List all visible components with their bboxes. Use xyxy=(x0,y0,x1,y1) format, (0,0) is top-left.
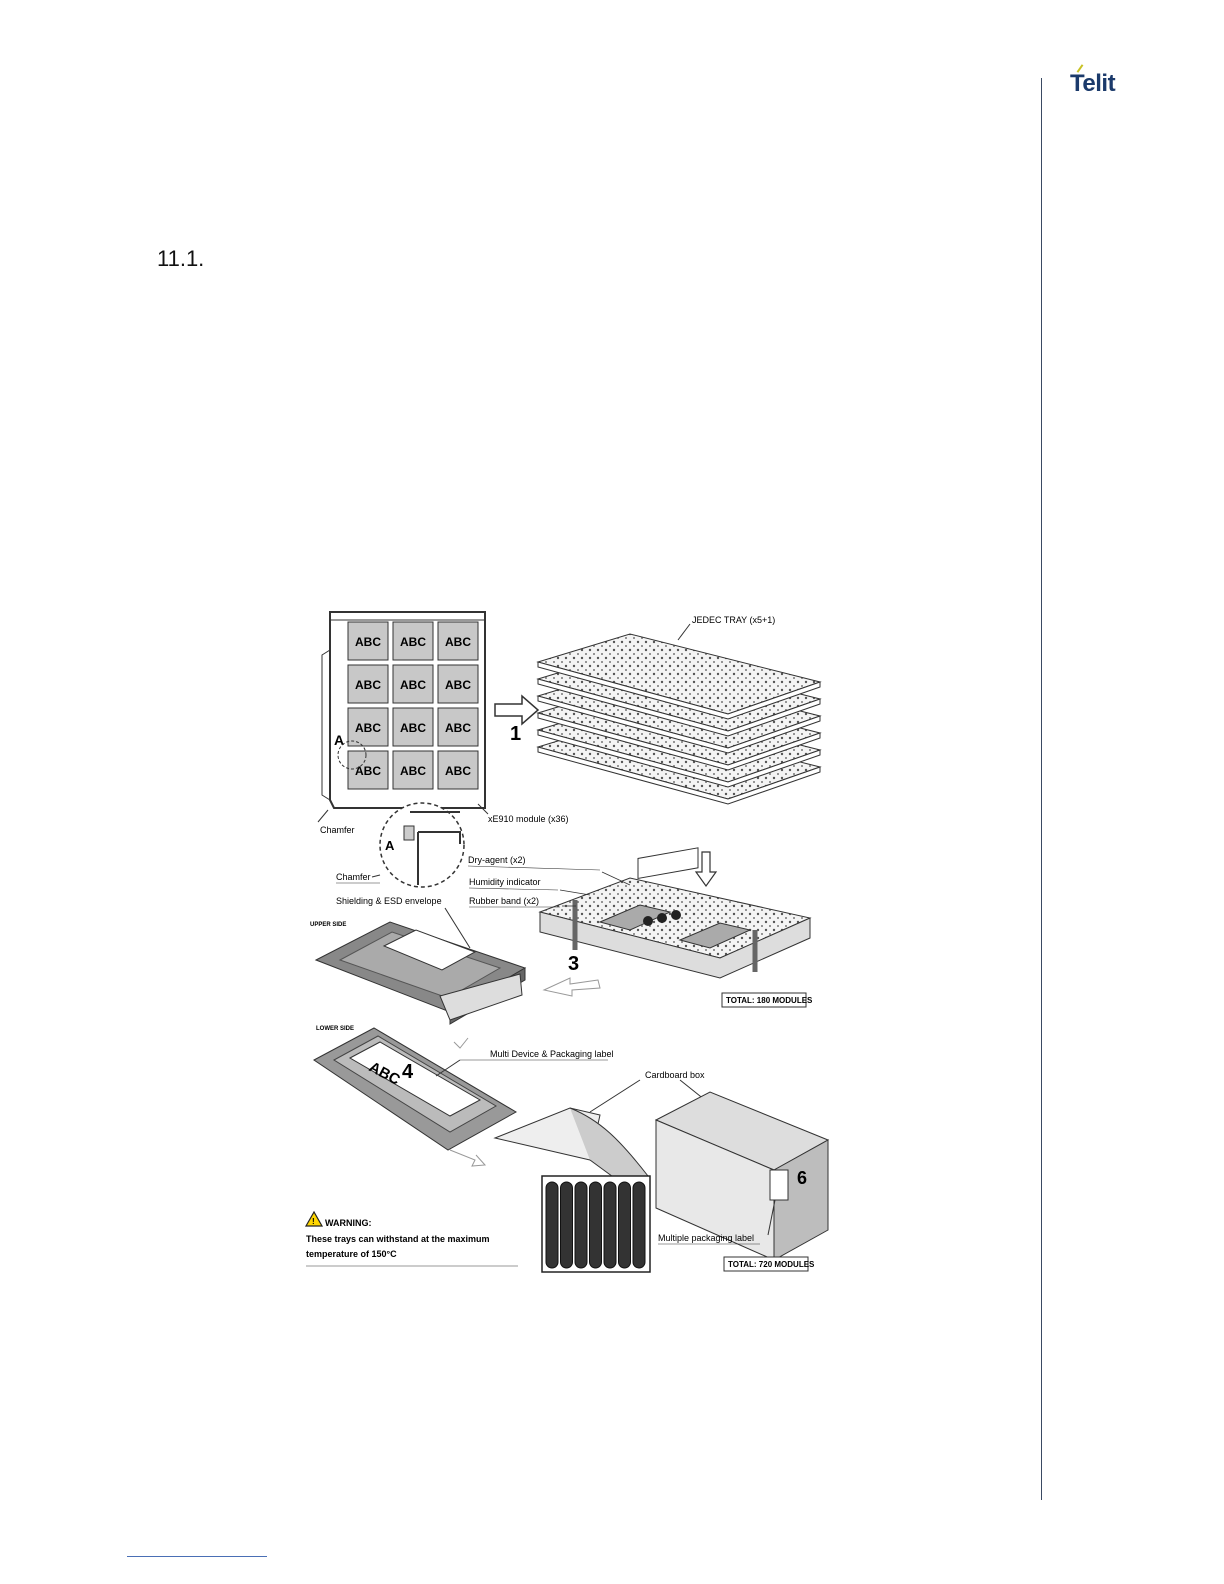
shielded-roll xyxy=(619,1182,631,1268)
detail-marker-a: A xyxy=(334,732,345,748)
tray-cell-label: ABC xyxy=(355,764,381,778)
total-180-label: TOTAL: 180 MODULES xyxy=(726,996,813,1005)
step-3-arrow xyxy=(544,953,600,996)
shielded-roll xyxy=(575,1182,587,1268)
margin-rule xyxy=(1041,78,1042,1500)
step-1-arrow xyxy=(495,696,538,745)
tray-cell-label: ABC xyxy=(400,678,426,692)
tray-cell-label: ABC xyxy=(400,721,426,735)
tray-cell-label: ABC xyxy=(400,635,426,649)
tray-cell-label: ABC xyxy=(445,721,471,735)
shielded-roll xyxy=(633,1182,645,1268)
step-number-3: 3 xyxy=(568,953,580,975)
lower-side-label: LOWER SIDE xyxy=(316,1026,355,1032)
step-number-6: 6 xyxy=(797,1168,808,1188)
packaging-diagram xyxy=(300,600,830,1280)
shielded-roll xyxy=(590,1182,602,1268)
warning-title: WARNING: xyxy=(325,1218,372,1228)
svg-text:!: ! xyxy=(312,1217,315,1226)
tray-cell-label: ABC xyxy=(355,721,381,735)
jedec-tray-stack xyxy=(538,634,820,804)
tray-cell-label: ABC xyxy=(445,764,471,778)
envelope-abc-label: ABC xyxy=(366,1058,403,1089)
tray-cell-label: ABC xyxy=(445,635,471,649)
step-number-1: 1 xyxy=(510,723,522,745)
shielding-envelope-label: Shielding & ESD envelope xyxy=(336,896,442,906)
telit-logo xyxy=(1070,64,1130,104)
module-label: xE910 module (x36) xyxy=(488,814,569,824)
logo-text: Telit xyxy=(1070,70,1116,97)
packaging-figure xyxy=(300,600,830,1280)
tray-cell-label: ABC xyxy=(445,678,471,692)
dry-agent-label: Dry-agent (x2) xyxy=(468,855,526,865)
tray-top-view xyxy=(318,612,569,835)
shielded-roll xyxy=(604,1182,616,1268)
tray-cell-label: ABC xyxy=(355,678,381,692)
cardboard-box-label: Cardboard box xyxy=(645,1070,705,1080)
step-5-boxing xyxy=(495,1108,650,1272)
section-number: 11.1. xyxy=(157,246,205,271)
footer-link-underline[interactable] xyxy=(127,1556,267,1557)
jedec-tray-label: JEDEC TRAY (x5+1) xyxy=(692,615,776,625)
step-number-4: 4 xyxy=(402,1061,414,1083)
detail-marker-a2: A xyxy=(385,838,395,853)
chamfer-label: Chamfer xyxy=(320,825,355,835)
multi-device-label: Multi Device & Packaging label xyxy=(490,1049,614,1059)
warning-line-2: temperature of 150°C xyxy=(306,1249,397,1259)
warning-line-1: These trays can withstand at the maximum xyxy=(306,1234,490,1244)
tray-cell-label: ABC xyxy=(355,635,381,649)
chamfer-detail-label: Chamfer xyxy=(336,872,371,882)
warning-note xyxy=(306,1212,518,1266)
envelope-upper-side xyxy=(310,896,525,1024)
multiple-packaging-label: Multiple packaging label xyxy=(658,1233,755,1243)
shielded-roll xyxy=(546,1182,558,1268)
upper-side-label: UPPER SIDE xyxy=(310,922,347,928)
humidity-indicator-label: Humidity indicator xyxy=(469,877,541,887)
shielded-roll xyxy=(561,1182,573,1268)
tray-cell-label: ABC xyxy=(400,764,426,778)
rubber-band-label: Rubber band (x2) xyxy=(469,896,540,906)
chamfer-detail xyxy=(336,803,464,887)
total-720-label: TOTAL: 720 MODULES xyxy=(728,1260,815,1269)
